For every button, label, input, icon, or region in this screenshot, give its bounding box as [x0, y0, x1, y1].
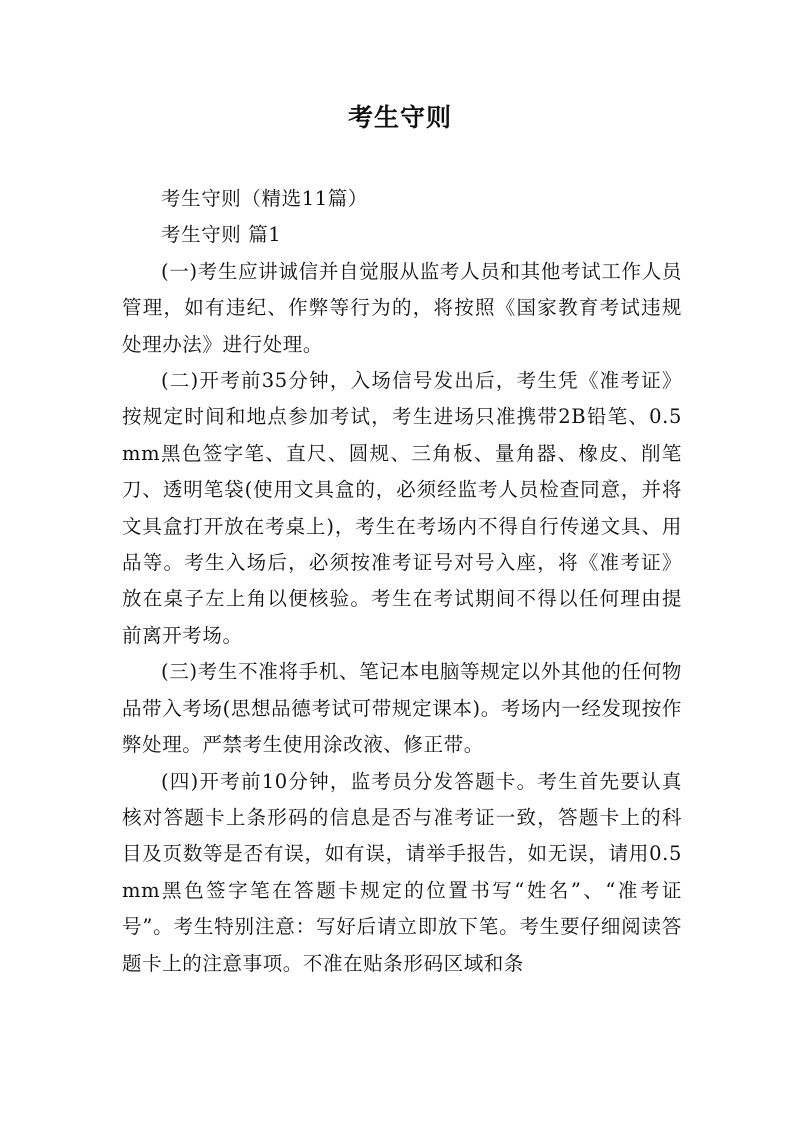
page-title: 考生守则	[347, 103, 452, 132]
document-body	[122, 181, 682, 982]
section-heading: 考生守则 篇1	[161, 223, 282, 247]
rule-paragraph-4: (四)开考前10分钟，监考员分发答题卡。考生首先要认真核对答题卡上条形码的信息是否与准考证一致，答题卡上的科目及页数等是否有误，如有误，请举手报告，如无误，请用0.5mm黑色签字笔在答题卡规定的位置书写“姓名”、“准考证号”。考生特别注意：写好后请立即放下笔。考生要仔细阅读答题卡上的注意事项。不准在贴条形码区域和条	[122, 769, 682, 975]
rule-paragraph-1: (一)考生应讲诚信并自觉服从监考人员和其他考试工作人员管理，如有违纪、作弊等行为的，将按照《国家教育考试违规处理办法》进行处理。	[122, 259, 682, 356]
rule-paragraph-2: (二)开考前35分钟，入场信号发出后，考生凭《准考证》按规定时间和地点参加考试，考生进场只准携带2B铅笔、0.5mm黑色签字笔、直尺、圆规、三角板、量角器、橡皮、削笔刀、透明笔袋(使用文具盒的，必须经监考人员检查同意，并将文具盒打开放在考桌上)，考生在考场内不得自行传递文具、用品等。考生入场后，必须按准考证号对号入座，将《准考证》放在桌子左上角以便核验。考生在考试期间不得以任何理由提前离开考场。	[122, 369, 682, 647]
subtitle-paragraph: 考生守则（精选11篇）	[161, 187, 368, 210]
rule-paragraph-3: (三)考生不准将手机、笔记本电脑等规定以外其他的任何物品带入考场(思想品德考试可带规定课本)。考场内一经发现按作弊处理。严禁考生使用涂改液、修正带。	[122, 660, 682, 757]
